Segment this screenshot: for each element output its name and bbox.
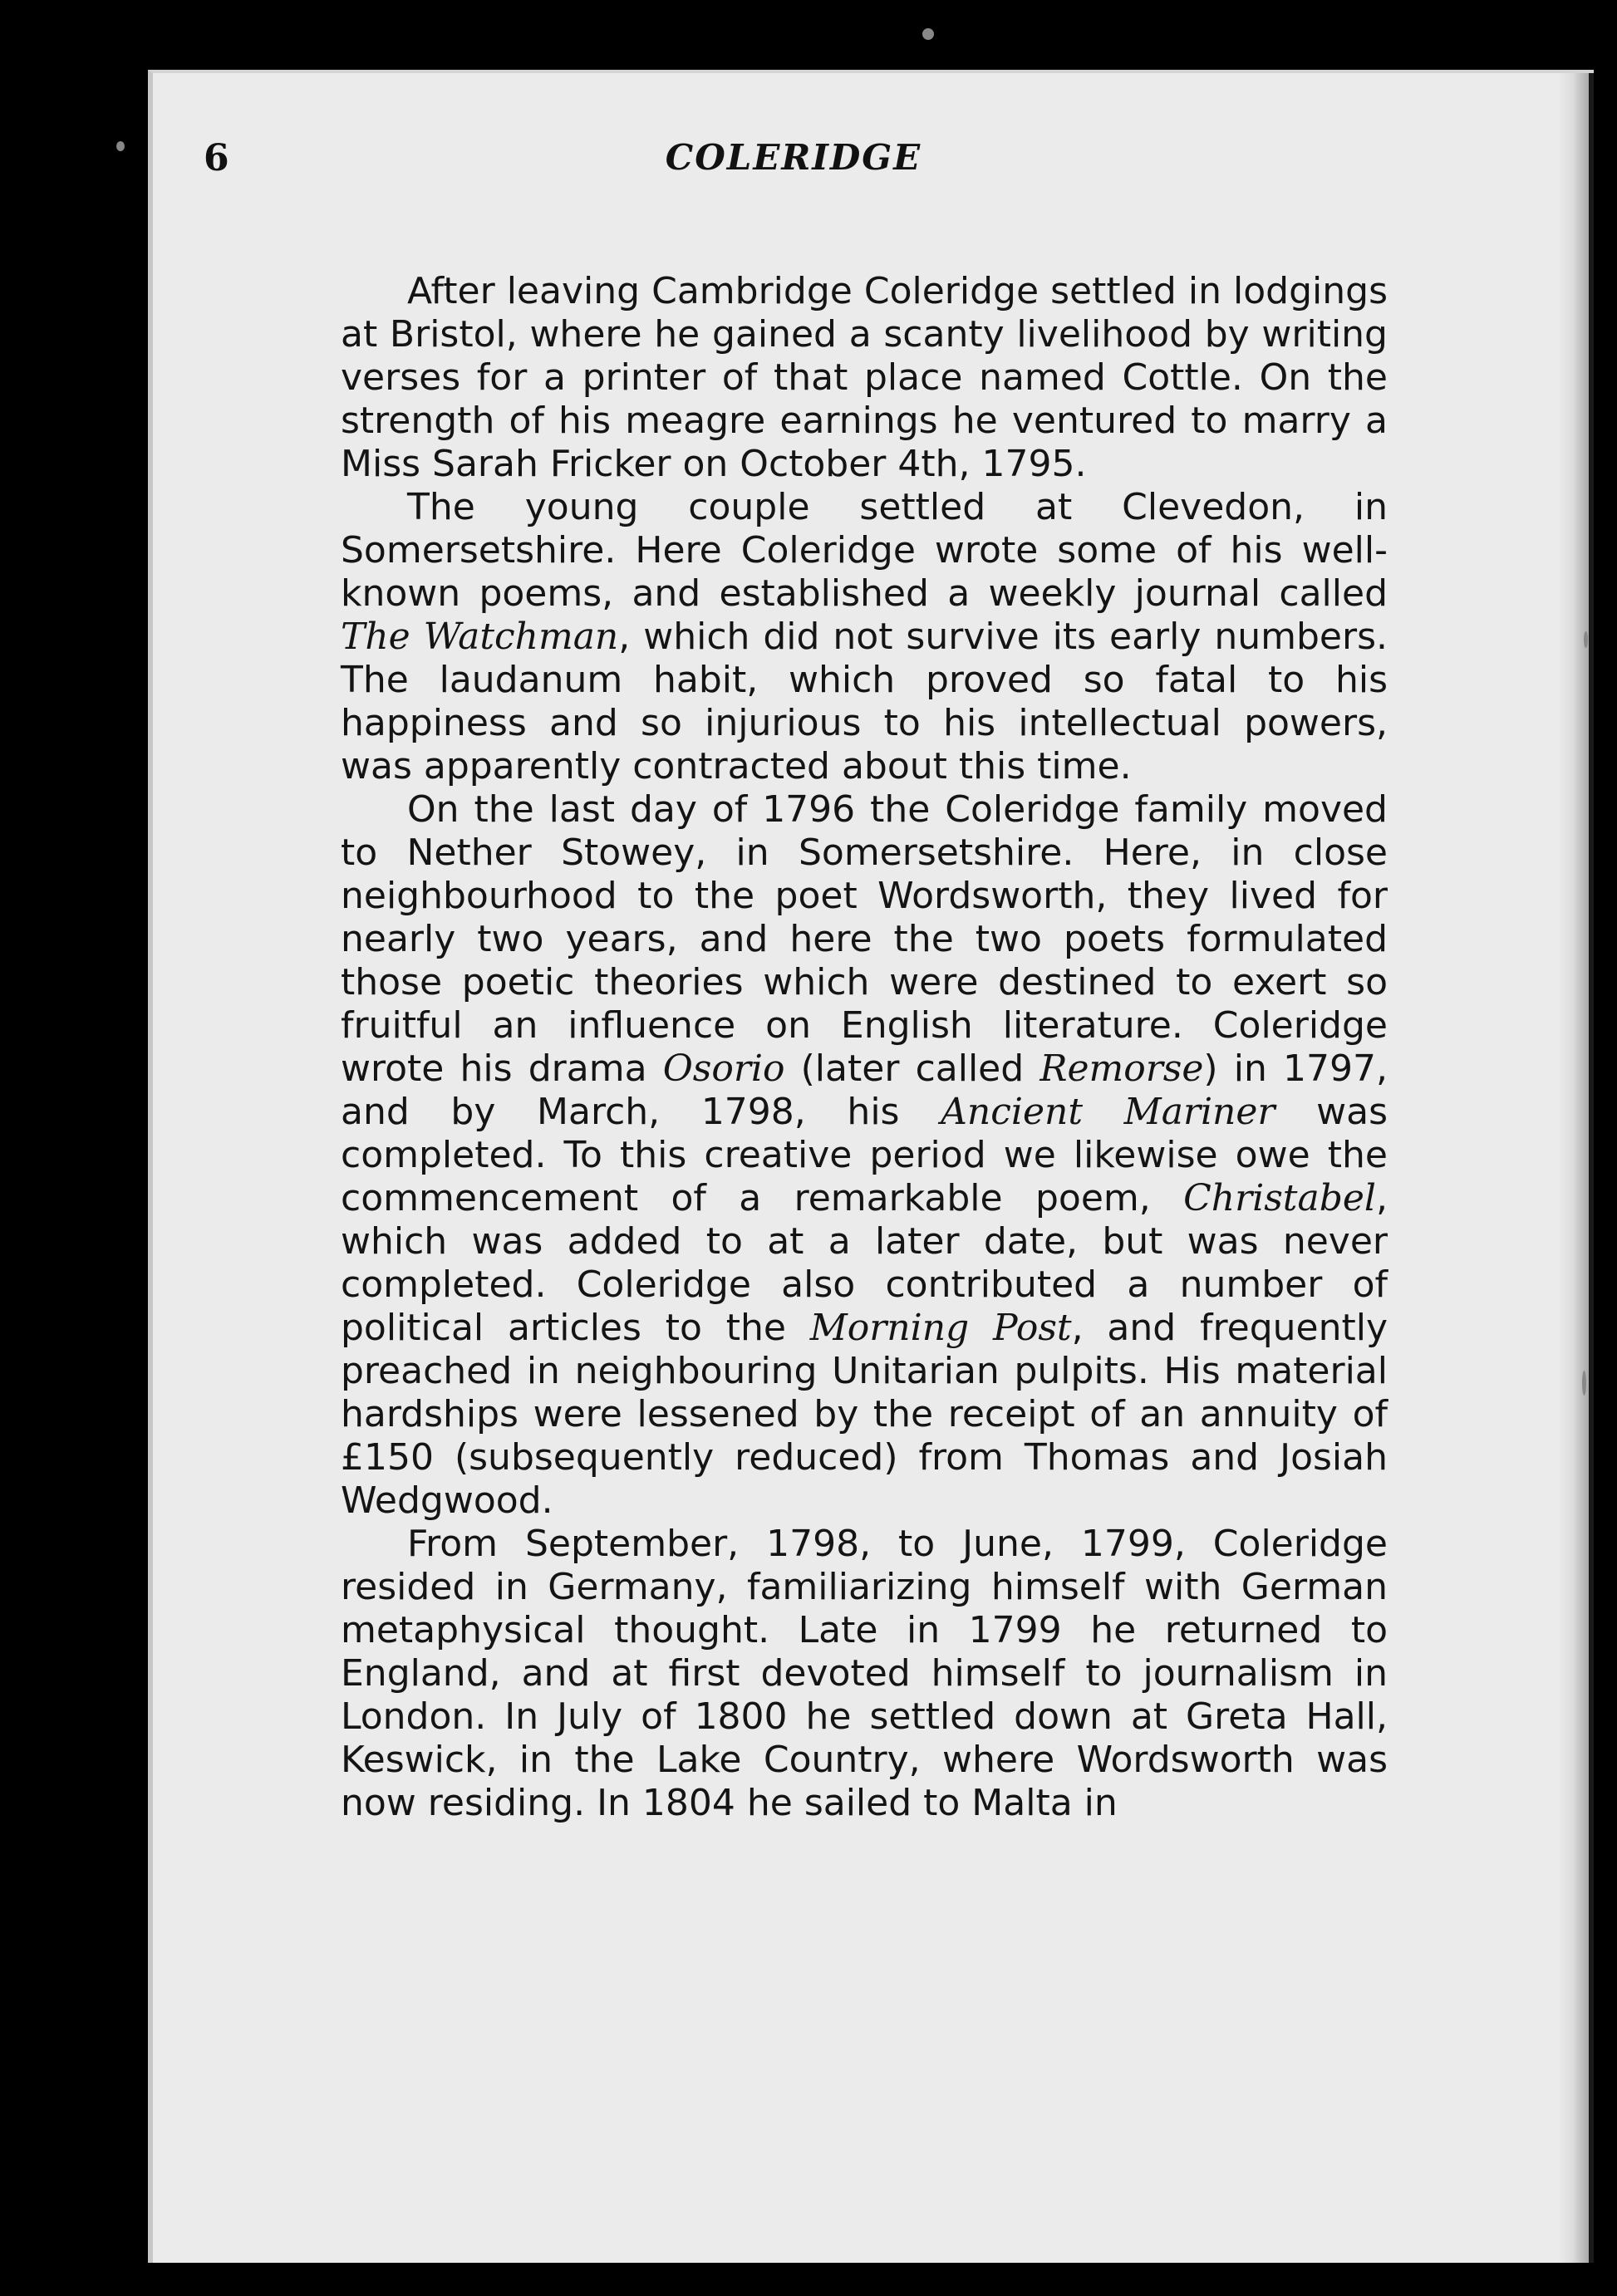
italic-title: Ancient Mariner [941, 1091, 1275, 1133]
paragraph [341, 788, 1388, 1523]
body-text [341, 270, 1388, 1825]
page-edge [1589, 73, 1594, 2263]
text-run: The young couple settled at Clevedon, in Somersetshire. Here Coleridge wrote some of his well-known poems, and established a weekly journal called [341, 486, 1388, 615]
page-header [204, 137, 1384, 204]
paragraph [341, 270, 1388, 486]
text-run: was completed. To this creative period we likewise owe the commencement of a remarkable poem, [341, 1091, 1388, 1219]
italic-title: Christabel [1183, 1177, 1376, 1219]
text-run: ) in 1797, and by March, 1798, his [341, 1047, 1388, 1133]
text-run: On the last day of 1796 the Coleridge family moved to Nether Stowey, in Somersetshire. Here, in close neighbourhood to the poet Wordsworth, they lived for nearly two years, and here the two poets formulated those poetic theories which were destined to exert so fruitful an influence on English literature. Coleridge wrote his drama [341, 788, 1388, 1090]
paragraph [341, 1523, 1388, 1825]
text-run: , and frequently preached in neighbouring Unitarian pulpits. His material hardships were lessened by the receipt of an annuity of £150 (subsequently reduced) from Thomas and Josiah Wedgwood. [341, 1307, 1388, 1522]
scan-speck [116, 141, 125, 151]
italic-title: Morning Post [809, 1307, 1072, 1349]
text-run: (later called [784, 1047, 1040, 1090]
text-run: From September, 1798, to June, 1799, Coleridge resided in Germany, familiarizing himself with German metaphysical thought. Late in 1799 he returned to England, and at first devoted himself to journalism in London. In July of 1800 he settled down at Greta Hall, Keswick, in the Lake Country, where Wordsworth was now residing. In 1804 he sailed to Malta in [341, 1523, 1388, 1824]
italic-title: Osorio [662, 1047, 785, 1090]
paragraph [341, 486, 1388, 788]
scan-speck [922, 28, 934, 40]
text-run: , which was added to at a later date, but was never completed. Coleridge also contributed a number of political articles to the [341, 1177, 1388, 1349]
scan-speck [1582, 1371, 1586, 1396]
text-run: After leaving Cambridge Coleridge settled in lodgings at Bristol, where he gained a scanty livelihood by writing verses for a printer of that place named Cottle. On the strength of his meagre earnings he ventured to marry a Miss Sarah Fricker on October 4th, 1795. [341, 270, 1388, 485]
page-number: 6 [204, 137, 229, 179]
text-run: , which did not survive its early numbers. The laudanum habit, which proved so fatal to his happiness and so injurious to his intellectual powers, was apparently contracted about this time. [341, 616, 1388, 787]
italic-title: Remorse [1040, 1047, 1204, 1090]
running-title: COLERIDGE [665, 137, 922, 178]
italic-title: The Watchman [341, 616, 619, 658]
scan-speck [1584, 631, 1588, 648]
